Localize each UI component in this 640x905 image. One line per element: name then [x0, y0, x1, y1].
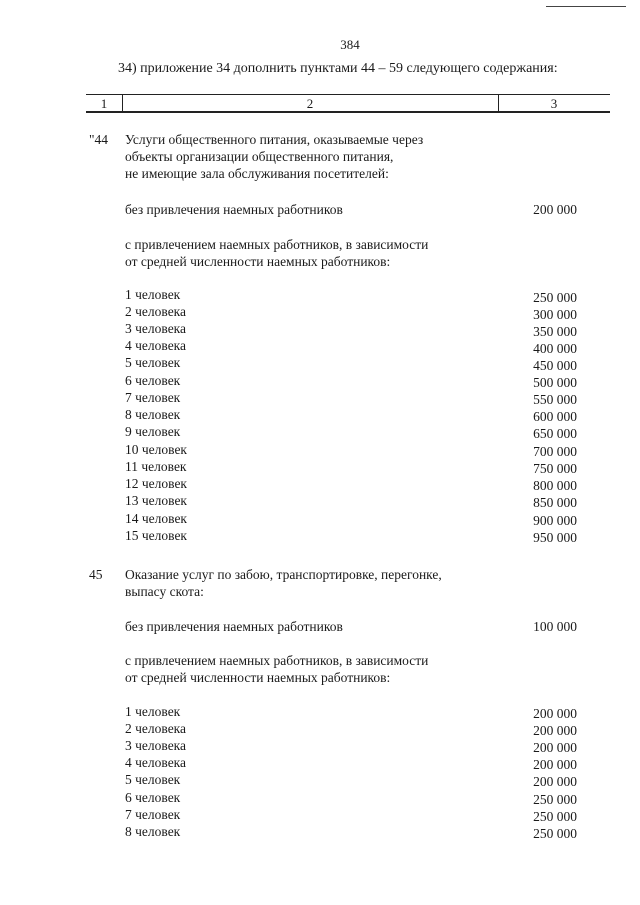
no-workers-label: без привлечения наемных работников — [125, 619, 343, 634]
item-title-line: объекты организации общественного питания, — [125, 149, 394, 164]
row-label: 6 человек — [125, 790, 181, 805]
row-amount: 200 000 — [533, 740, 577, 755]
row-amount: 400 000 — [533, 341, 577, 356]
row-amount: 950 000 — [533, 530, 577, 545]
row-label: 12 человек — [125, 476, 187, 491]
row-label: 10 человек — [125, 442, 187, 457]
row-label: 14 человек — [125, 511, 187, 526]
no-workers-label: без привлечения наемных работников — [125, 202, 343, 217]
row-label: 7 человек — [125, 390, 181, 405]
row-amount: 250 000 — [533, 826, 577, 841]
row-label: 1 человек — [125, 704, 181, 719]
row-label: 15 человек — [125, 528, 187, 543]
table-header — [86, 94, 610, 110]
row-amount: 450 000 — [533, 358, 577, 373]
row-label: 7 человек — [125, 807, 181, 822]
row-amount: 800 000 — [533, 478, 577, 493]
row-label: 13 человек — [125, 493, 187, 508]
row-amount: 200 000 — [533, 774, 577, 789]
row-label: 3 человека — [125, 738, 187, 753]
row-amount: 900 000 — [533, 513, 577, 528]
row-label: 2 человека — [125, 721, 187, 736]
row-label: 9 человек — [125, 424, 181, 439]
with-workers-line: с привлечением наемных работников, в зависимости — [125, 237, 429, 252]
row-amount: 250 000 — [533, 809, 577, 824]
row-amount: 200 000 — [533, 706, 577, 721]
row-amount: 300 000 — [533, 307, 577, 322]
item-title-line: Услуги общественного питания, оказываемые через — [125, 132, 424, 147]
header-col-3: 3 — [550, 96, 558, 111]
item-title-line: Оказание услуг по забою, транспортировке, перегонке, — [125, 567, 442, 582]
row-label: 5 человек — [125, 355, 181, 370]
row-label: 8 человек — [125, 824, 181, 839]
intro-text: 34) приложение 34 дополнить пунктами 44 – 59 следующего содержания: — [118, 61, 558, 76]
row-label: 3 человека — [125, 321, 187, 336]
row-amount: 600 000 — [533, 409, 577, 424]
row-label: 4 человека — [125, 338, 187, 353]
with-workers-line: от средней численности наемных работников: — [125, 254, 391, 269]
row-label: 11 человек — [125, 459, 187, 474]
row-amount: 200 000 — [533, 723, 577, 738]
row-amount: 250 000 — [533, 290, 577, 305]
no-workers-amount: 200 000 — [533, 202, 577, 217]
item-title-line: выпасу скота: — [125, 584, 204, 599]
with-workers-line: от средней численности наемных работников: — [125, 670, 391, 685]
with-workers-line: с привлечением наемных работников, в зависимости — [125, 653, 429, 668]
header-col-2: 2 — [306, 96, 314, 111]
row-amount: 500 000 — [533, 375, 577, 390]
row-amount: 850 000 — [533, 495, 577, 510]
row-amount: 350 000 — [533, 324, 577, 339]
row-label: 1 человек — [125, 287, 181, 302]
row-amount: 650 000 — [533, 426, 577, 441]
item-title-line: не имеющие зала обслуживания посетителей: — [125, 166, 389, 181]
row-amount: 250 000 — [533, 792, 577, 807]
page-number: 384 — [340, 37, 360, 52]
row-label: 2 человека — [125, 304, 187, 319]
item-number: 45 — [89, 567, 103, 582]
no-workers-amount: 100 000 — [533, 619, 577, 634]
row-amount: 750 000 — [533, 461, 577, 476]
row-label: 4 человека — [125, 755, 187, 770]
item-number: "44 — [89, 132, 109, 147]
corner-mark — [540, 0, 640, 10]
header-col-1: 1 — [100, 96, 108, 111]
row-label: 5 человек — [125, 772, 181, 787]
row-label: 6 человек — [125, 373, 181, 388]
row-label: 8 человек — [125, 407, 181, 422]
row-amount: 200 000 — [533, 757, 577, 772]
row-amount: 550 000 — [533, 392, 577, 407]
row-amount: 700 000 — [533, 444, 577, 459]
